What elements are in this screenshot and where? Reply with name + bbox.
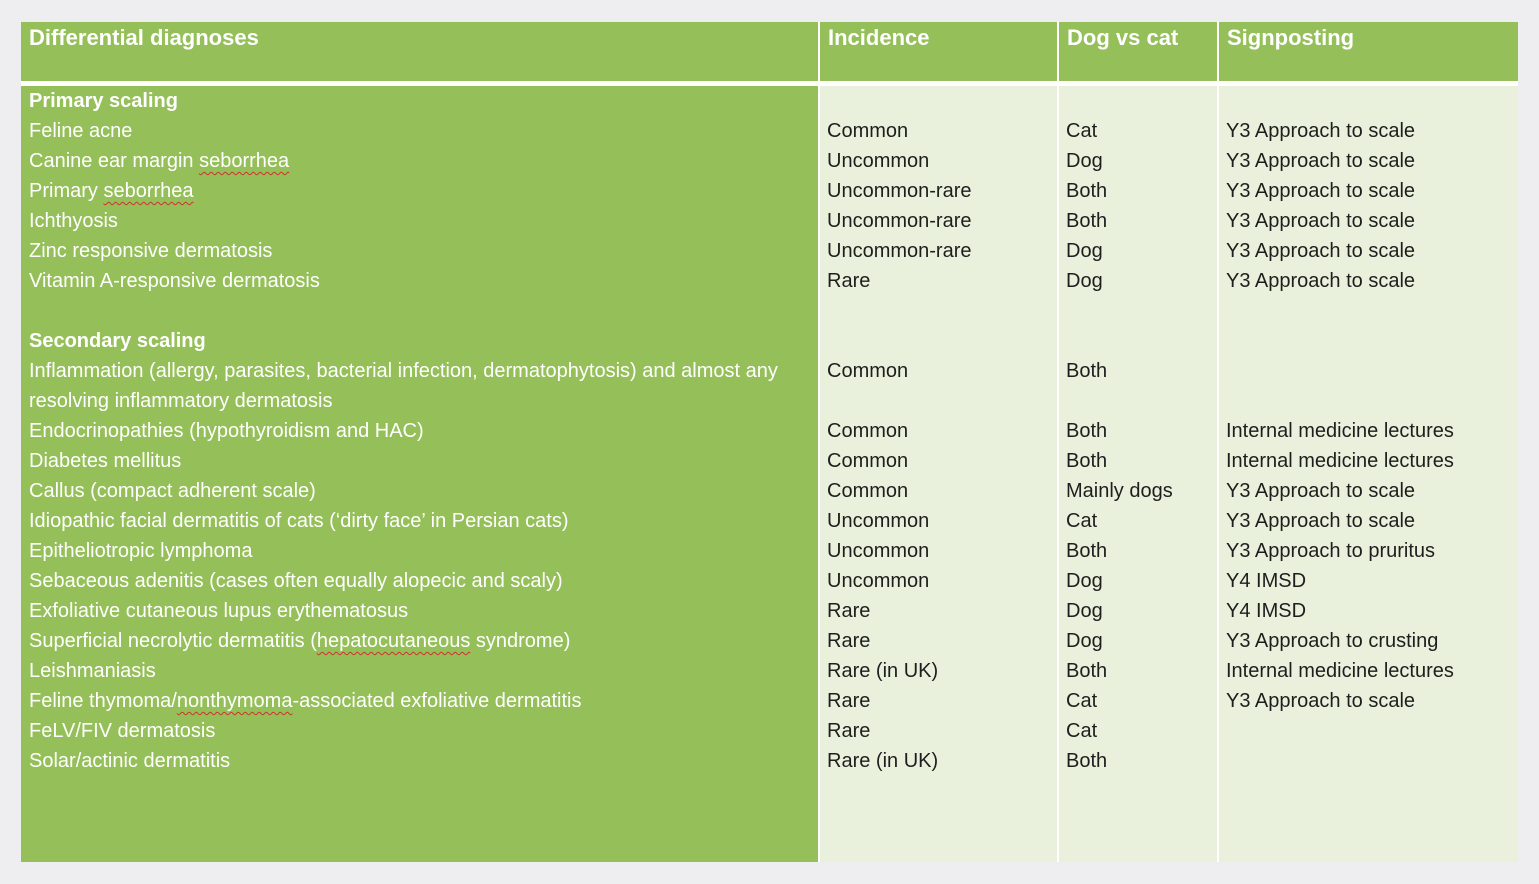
- incidence-cell: Rare: [827, 690, 871, 712]
- table-row: [21, 236, 1518, 266]
- diagnosis-cell: Callus (compact adherent scale): [29, 480, 316, 502]
- header-dog-vs-cat: Dog vs cat: [1059, 22, 1217, 81]
- signposting-cell: Y3 Approach to scale: [1226, 150, 1416, 172]
- table-row: [21, 146, 1518, 176]
- incidence-cell: Uncommon: [827, 570, 930, 592]
- species-cell: Both: [1066, 210, 1108, 232]
- incidence-cell: Common: [827, 120, 909, 142]
- table-row: [21, 116, 1518, 146]
- diagnosis-cell: Zinc responsive dermatosis: [29, 240, 273, 262]
- table-row: [21, 266, 1518, 296]
- species-cell: Cat: [1066, 720, 1098, 742]
- diagnosis-cell: Exfoliative cutaneous lupus erythematosus: [29, 600, 409, 622]
- spellcheck-underline: nonthymoma: [176, 690, 293, 712]
- header-differential-diagnoses: Differential diagnoses: [21, 22, 818, 81]
- species-cell: Dog: [1066, 600, 1103, 622]
- species-cell: Cat: [1066, 120, 1098, 142]
- species-cell: Dog: [1066, 630, 1103, 652]
- header-incidence: Incidence: [820, 22, 1057, 81]
- incidence-cell: Uncommon-rare: [827, 180, 972, 202]
- diagnosis-cell: Endocrinopathies (hypothyroidism and HAC): [29, 420, 424, 442]
- species-cell: Both: [1066, 750, 1108, 772]
- diagnosis-cell: Sebaceous adenitis (cases often equally alopecic and scaly): [29, 570, 563, 592]
- section-header-row: [21, 86, 1518, 116]
- table-row: [21, 716, 1518, 746]
- differential-diagnoses-table: [21, 22, 1518, 862]
- species-cell: Both: [1066, 450, 1108, 472]
- incidence-cell: Common: [827, 360, 909, 382]
- species-cell: Both: [1066, 660, 1108, 682]
- diagnosis-cell: Canine ear margin seborrhea: [29, 150, 290, 172]
- diagnosis-cell: Superficial necrolytic dermatitis (hepatocutaneous syndrome): [29, 630, 571, 652]
- spacer-row: [21, 296, 1518, 326]
- table-row: [21, 656, 1518, 686]
- table-row: [21, 446, 1518, 476]
- diagnosis-cell: Inflammation (allergy, parasites, bacterial infection, dermatophytosis) and almost any resolving inflammatory dermatosis: [29, 360, 778, 412]
- table-row: [21, 416, 1518, 446]
- signposting-cell: Internal medicine lectures: [1226, 660, 1454, 682]
- incidence-cell: Rare: [827, 270, 871, 292]
- signposting-cell: Y3 Approach to pruritus: [1226, 540, 1436, 562]
- incidence-cell: Common: [827, 420, 909, 442]
- section-title: Secondary scaling: [29, 330, 206, 352]
- diagnosis-cell: Diabetes mellitus: [29, 450, 182, 472]
- incidence-cell: Uncommon-rare: [827, 210, 972, 232]
- section-header-row: [21, 326, 1518, 356]
- signposting-cell: Y3 Approach to crusting: [1226, 630, 1439, 652]
- incidence-cell: Rare: [827, 600, 871, 622]
- section-title: Primary scaling: [29, 90, 178, 112]
- species-cell: Dog: [1066, 150, 1103, 172]
- species-cell: Cat: [1066, 510, 1098, 532]
- incidence-cell: Rare (in UK): [827, 750, 939, 772]
- signposting-cell: Y3 Approach to scale: [1226, 270, 1416, 292]
- species-cell: Both: [1066, 540, 1108, 562]
- species-cell: Dog: [1066, 570, 1103, 592]
- incidence-cell: Rare (in UK): [827, 660, 939, 682]
- table-body: [21, 86, 1518, 776]
- diagnosis-cell: Idiopathic facial dermatitis of cats (‘dirty face’ in Persian cats): [29, 510, 569, 532]
- diagnosis-cell: Solar/actinic dermatitis: [29, 750, 231, 772]
- species-cell: Both: [1066, 420, 1108, 442]
- signposting-cell: Y4 IMSD: [1226, 600, 1307, 622]
- species-cell: Dog: [1066, 270, 1103, 292]
- table-row: [21, 356, 1518, 416]
- incidence-cell: Common: [827, 480, 909, 502]
- incidence-cell: Rare: [827, 720, 871, 742]
- incidence-cell: Rare: [827, 630, 871, 652]
- table-row: [21, 626, 1518, 656]
- table-row: [21, 596, 1518, 626]
- spellcheck-underline: seborrhea: [199, 150, 290, 172]
- header-signposting: Signposting: [1219, 22, 1518, 81]
- signposting-cell: Y3 Approach to scale: [1226, 240, 1416, 262]
- signposting-cell: [1218, 746, 1518, 776]
- spellcheck-underline: hepatocutaneous: [316, 630, 471, 652]
- diagnosis-cell: Epitheliotropic lymphoma: [29, 540, 253, 562]
- diagnosis-cell: Feline thymoma/nonthymoma-associated exfoliative dermatitis: [29, 690, 582, 712]
- spellcheck-underline: seborrhea: [103, 180, 194, 202]
- species-cell: Both: [1066, 180, 1108, 202]
- table-row: [21, 206, 1518, 236]
- diagnosis-cell: Primary seborrhea: [29, 180, 194, 202]
- species-cell: Cat: [1066, 690, 1098, 712]
- species-cell: Both: [1066, 360, 1108, 382]
- table-row: [21, 176, 1518, 206]
- signposting-cell: Y3 Approach to scale: [1226, 180, 1416, 202]
- signposting-cell: Y4 IMSD: [1226, 570, 1307, 592]
- incidence-cell: Uncommon: [827, 510, 930, 532]
- signposting-cell: Internal medicine lectures: [1226, 420, 1454, 442]
- diagnosis-cell: FeLV/FIV dermatosis: [29, 720, 216, 742]
- table-row: [21, 686, 1518, 716]
- signposting-cell: Y3 Approach to scale: [1226, 510, 1416, 532]
- species-cell: Dog: [1066, 240, 1103, 262]
- diagnosis-cell: Feline acne: [29, 120, 133, 142]
- species-cell: Mainly dogs: [1066, 480, 1173, 502]
- signposting-cell: Y3 Approach to scale: [1226, 690, 1416, 712]
- diagnosis-cell: Leishmaniasis: [29, 660, 156, 682]
- signposting-cell: Y3 Approach to scale: [1226, 480, 1416, 502]
- table-row: [21, 476, 1518, 506]
- table-row: [21, 746, 1518, 776]
- table-row: [21, 566, 1518, 596]
- signposting-cell: Y3 Approach to scale: [1226, 210, 1416, 232]
- diagnosis-cell: Vitamin A-responsive dermatosis: [29, 270, 320, 292]
- table-row: [21, 506, 1518, 536]
- signposting-cell: [1218, 356, 1518, 416]
- table-row: [21, 536, 1518, 566]
- incidence-cell: Uncommon-rare: [827, 240, 972, 262]
- signposting-cell: Internal medicine lectures: [1226, 450, 1454, 472]
- signposting-cell: [1218, 716, 1518, 746]
- incidence-cell: Uncommon: [827, 150, 930, 172]
- incidence-cell: Uncommon: [827, 540, 930, 562]
- diagnosis-cell: Ichthyosis: [29, 210, 118, 232]
- incidence-cell: Common: [827, 450, 909, 472]
- signposting-cell: Y3 Approach to scale: [1226, 120, 1416, 142]
